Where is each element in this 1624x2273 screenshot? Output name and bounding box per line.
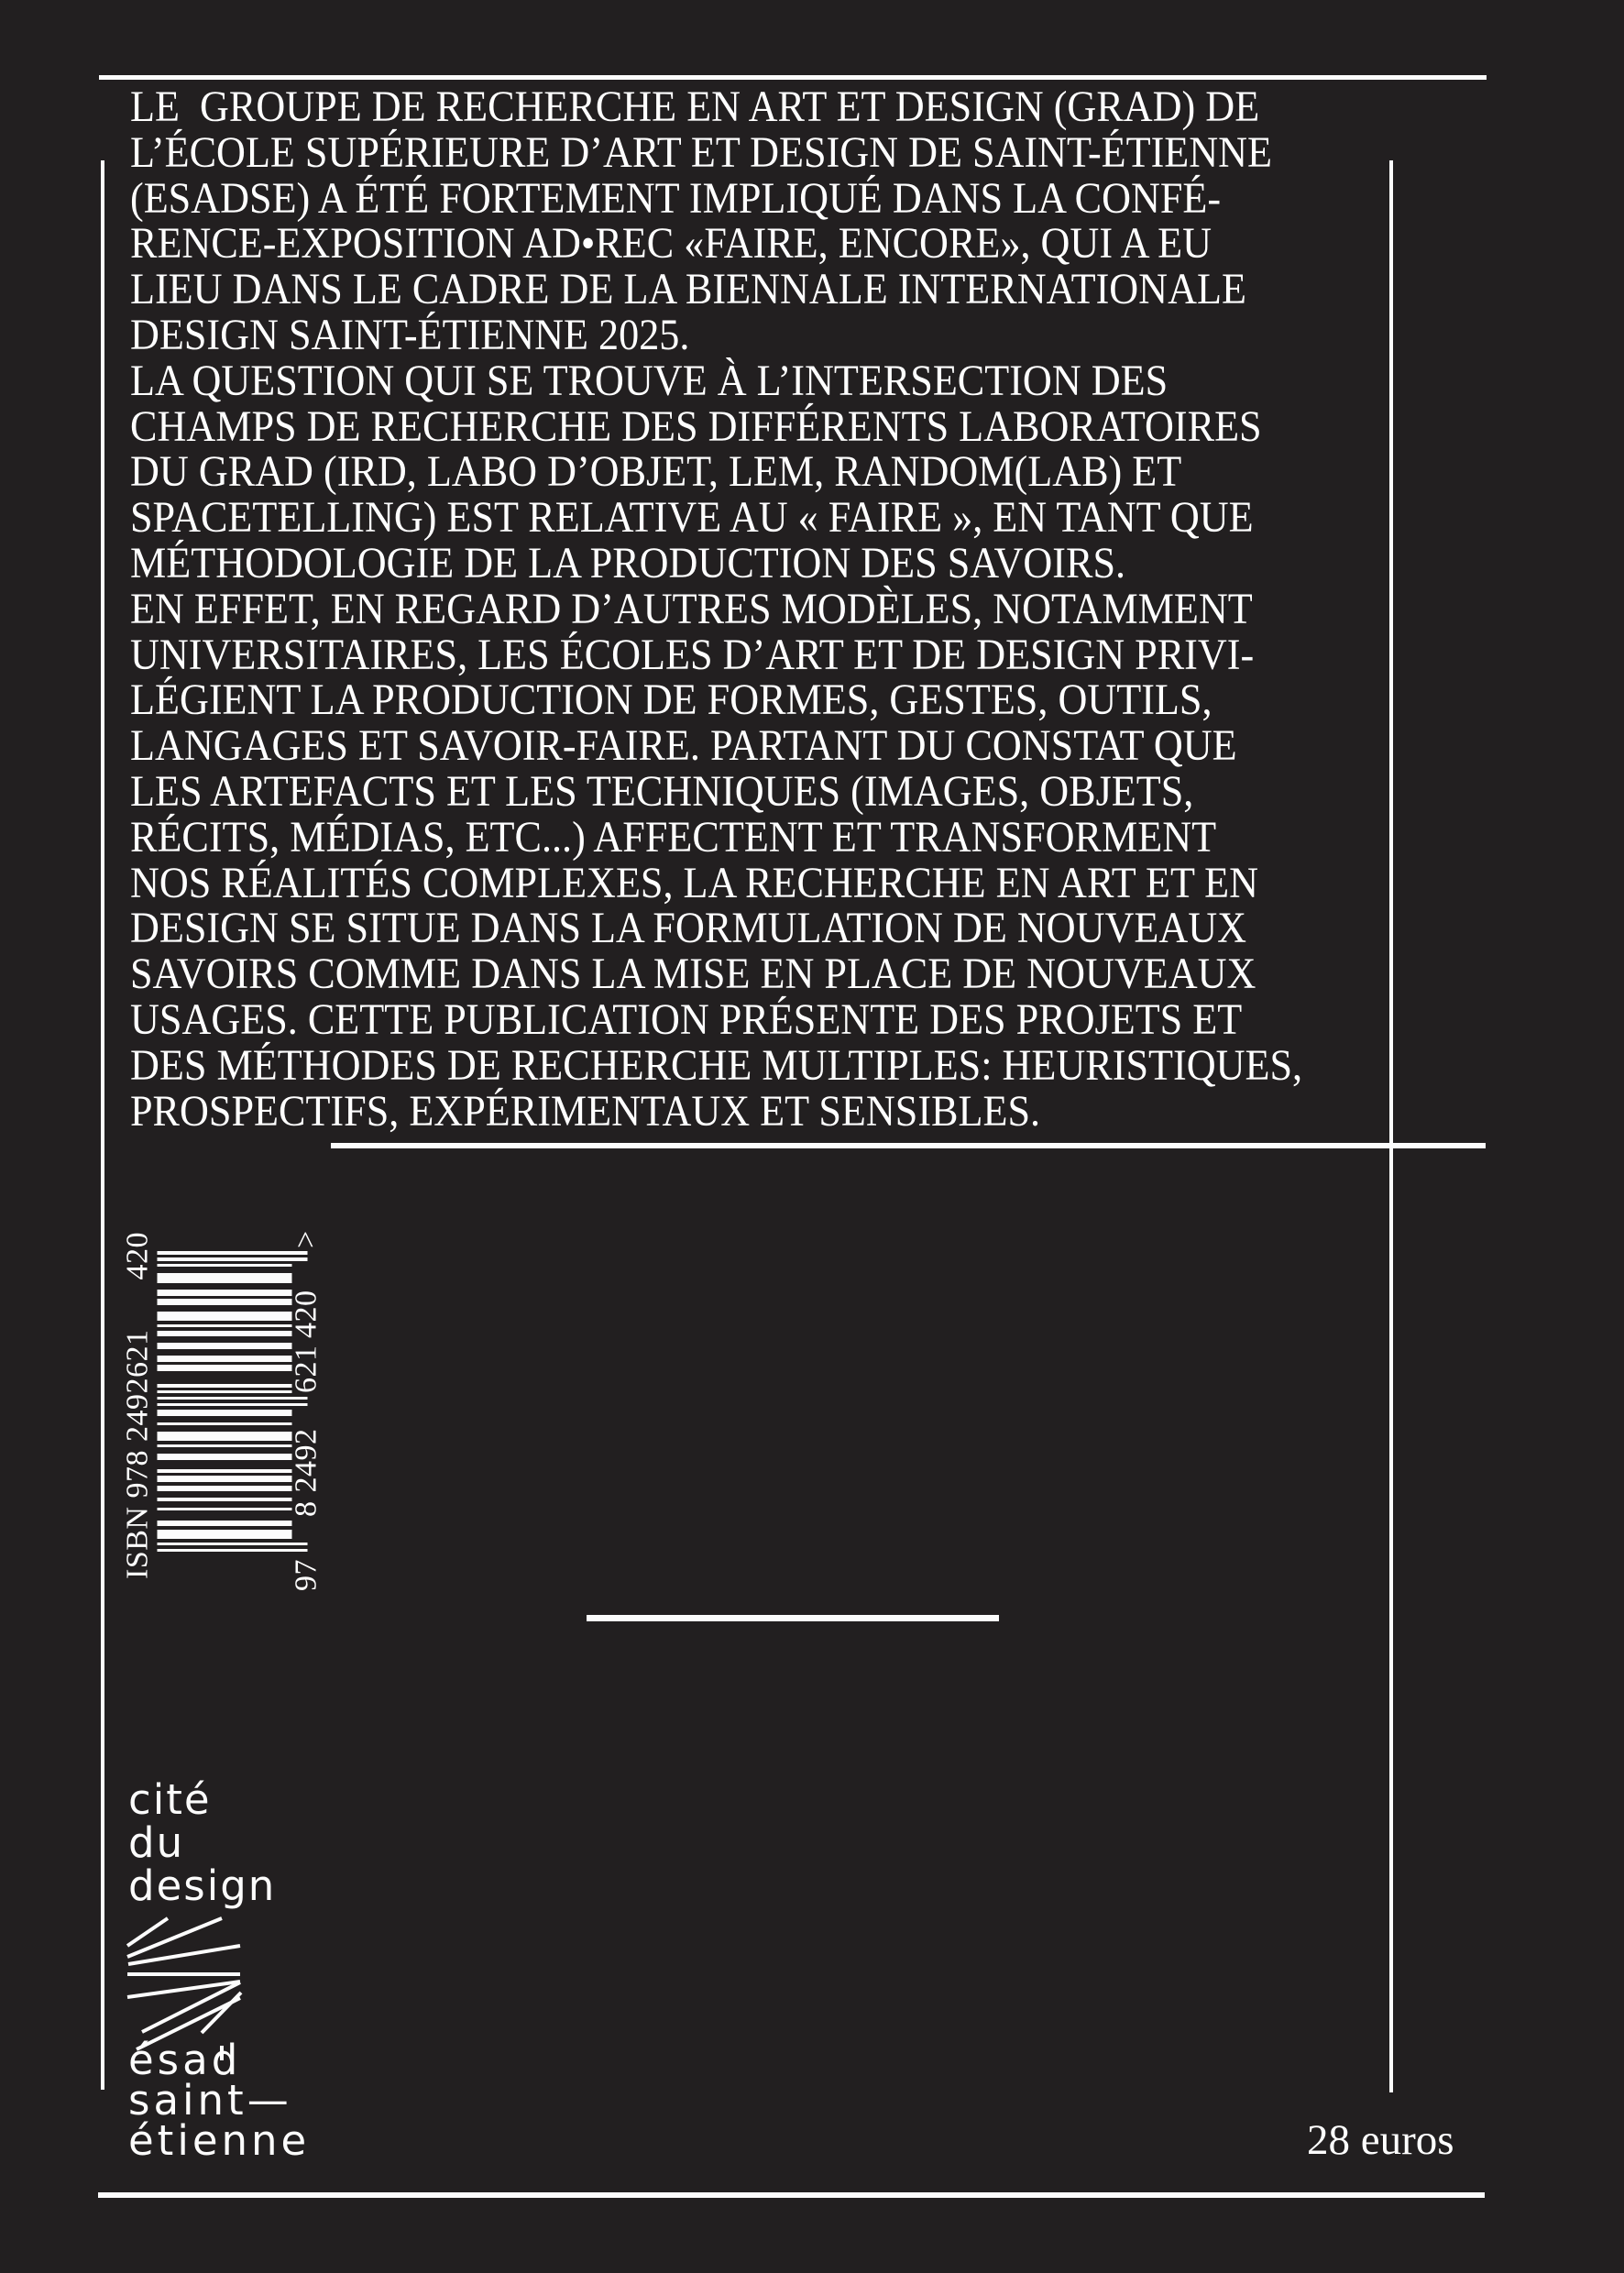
barcode-digit-group: 621 <box>289 1345 323 1393</box>
blurb-line: SPACETELLING) EST RELATIVE AU « FAIRE », EN TANT QUE <box>130 493 1254 543</box>
barcode-digit-group: 420 <box>289 1290 323 1338</box>
top-rule <box>99 75 1487 80</box>
barcode-bar <box>157 1390 291 1393</box>
blurb-line: LA QUESTION QUI SE TROUVE À L’INTERSECTION DES <box>130 356 1169 405</box>
blurb-line: LIEU DANS LE CADRE DE LA BIENNALE INTERNATIONALE <box>130 265 1246 314</box>
esadse-logo <box>128 2036 311 2165</box>
barcode-bar <box>157 1331 291 1337</box>
logo-line: ésad <box>128 2036 242 2084</box>
barcode-bar <box>157 1356 291 1362</box>
blurb-line: RENCE-EXPOSITION AD•REC «FAIRE, ENCORE», QUI A EU <box>130 219 1212 269</box>
blurb-line: MÉTHODOLOGIE DE LA PRODUCTION DES SAVOIRS. <box>130 538 1126 587</box>
barcode-bar <box>157 1549 307 1552</box>
barcode-bar <box>157 1257 307 1260</box>
logo-line: design <box>128 1861 277 1910</box>
blurb-line: DU GRAD (IRD, LABO D’OBJET, LEM, RANDOM(LAB) ET <box>130 447 1182 497</box>
barcode-digit-group: 8 2492 <box>289 1428 323 1517</box>
blurb-line: NOS RÉALITÉS COMPLEXES, LA RECHERCHE EN ART ET EN <box>130 858 1259 907</box>
blurb-line: RÉCITS, MÉDIAS, ETC...) AFFECTENT ET TRANSFORMENT <box>130 812 1217 862</box>
logo-line: cité <box>128 1775 212 1824</box>
barcode-bar <box>157 1403 307 1406</box>
barcode-bar <box>157 1498 291 1500</box>
barcode-bar <box>157 1454 291 1460</box>
isbn-label: ISBN 978 2492621 420 <box>120 1232 154 1579</box>
barcode-bar <box>157 1543 307 1545</box>
divider-line <box>587 1615 999 1621</box>
barcode-bar <box>157 1508 291 1510</box>
blurb-line: USAGES. CETTE PUBLICATION PRÉSENTE DES PROJETS ET <box>130 994 1243 1044</box>
blurb-line: UNIVERSITAIRES, LES ÉCOLES D’ART ET DE DESIGN PRIVI- <box>130 630 1255 679</box>
barcode-bar <box>157 1432 291 1441</box>
barcode-bar <box>157 1422 291 1425</box>
blurb-line: SAVOIRS COMME DANS LA MISE EN PLACE DE NOUVEAUX <box>130 950 1256 999</box>
barcode-bar <box>157 1530 291 1539</box>
barcode-bar <box>157 1299 291 1305</box>
blurb-line: LANGAGES ET SAVOIR-FAIRE. PARTANT DU CONSTAT QUE <box>130 721 1237 771</box>
left-frame-line <box>101 160 104 2090</box>
blurb-line: DES MÉTHODES DE RECHERCHE MULTIPLES: HEURISTIQUES, <box>130 1040 1303 1090</box>
cite-du-design-logo <box>128 1775 277 1910</box>
barcode-bar <box>157 1410 291 1416</box>
blurb-line: CHAMPS DE RECHERCHE DES DIFFÉRENTS LABORATOIRES <box>130 401 1262 451</box>
barcode-bar <box>157 1486 291 1492</box>
blurb-line: LE GROUPE DE RECHERCHE EN ART ET DESIGN (GRAD) DE <box>130 82 1260 131</box>
blurb-line: DESIGN SAINT-ÉTIENNE 2025. <box>130 310 690 359</box>
barcode-bar <box>157 1469 291 1472</box>
barcode-digit-group: 97 <box>289 1559 323 1591</box>
barcode-bar <box>157 1365 291 1371</box>
barcode-bar <box>157 1444 291 1447</box>
isbn-barcode-rotated <box>120 1226 323 1602</box>
logo-line: du <box>128 1818 185 1867</box>
barcode-bar <box>157 1343 291 1349</box>
bottom-rule <box>98 2192 1485 2198</box>
barcode-bar <box>157 1476 291 1482</box>
barcode-bar <box>157 1251 307 1254</box>
barcode-bar <box>157 1397 307 1400</box>
logo-line: saint— <box>128 2076 292 2125</box>
blurb-line: PROSPECTIFS, EXPÉRIMENTAUX ET SENSIBLES. <box>130 1086 1041 1136</box>
barcode-bar <box>157 1384 291 1387</box>
blurb-line: LÉGIENT LA PRODUCTION DE FORMES, GESTES, OUTILS, <box>130 675 1213 725</box>
barcode-bars <box>157 1251 307 1552</box>
middle-rule <box>331 1143 1486 1148</box>
blurb-line: (ESADSE) A ÉTÉ FORTEMENT IMPLIQUÉ DANS LA CONFÉ- <box>130 173 1222 223</box>
light-margin-indicator: > <box>289 1230 323 1248</box>
barcode-bar <box>157 1324 291 1327</box>
blurb-line: DESIGN SE SITUE DANS LA FORMULATION DE NOUVEAUX <box>130 904 1247 953</box>
isbn-barcode <box>120 1226 323 1602</box>
blurb-text <box>130 84 1302 1134</box>
barcode-bar <box>157 1290 291 1296</box>
logo-line: étienne <box>128 2116 311 2165</box>
barcode-bar <box>157 1521 291 1527</box>
blurb-line: L’ÉCOLE SUPÉRIEURE D’ART ET DESIGN DE SAINT-ÉTIENNE <box>130 127 1273 177</box>
right-frame-line <box>1389 160 1393 2092</box>
blurb-line: LES ARTEFACTS ET LES TECHNIQUES (IMAGES, OBJETS, <box>130 766 1194 816</box>
barcode-bar <box>157 1312 291 1321</box>
barcode-bar <box>157 1273 291 1282</box>
barcode-bar <box>157 1264 291 1267</box>
price-label: 28 euros <box>1307 2116 1454 2164</box>
blurb-line: EN EFFET, EN REGARD D’AUTRES MODÈLES, NOTAMMENT <box>130 584 1253 633</box>
